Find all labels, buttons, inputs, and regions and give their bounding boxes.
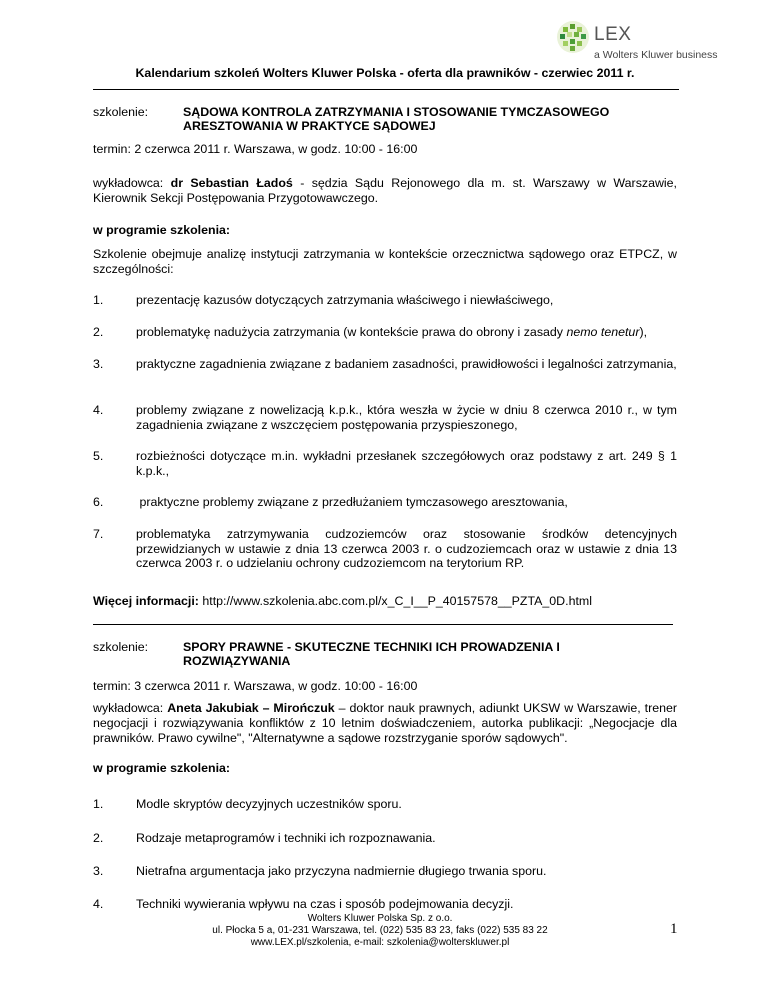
document-title: Kalendarium szkoleń Wolters Kluwer Polska - oferta dla prawników - czerwiec 2011 r. (135, 66, 635, 80)
logo-tagline: a Wolters Kluwer business (594, 49, 718, 61)
list-item: Modle skryptów decyzyjnych uczestników sporu. (136, 797, 402, 811)
training-1-term-value: : 2 czerwca 2011 r. Warszawa, w godz. 10:00 - 16:00 (127, 142, 418, 156)
list-item-number: 4. (93, 403, 104, 417)
page-number: 1 (670, 921, 678, 937)
training-1-label: szkolenie: (93, 105, 149, 119)
page-footer (190, 913, 570, 949)
training-2-lecturer (93, 701, 677, 746)
list-item-number: 6. (93, 495, 104, 509)
list-item-italic: nemo tenetur (566, 325, 640, 339)
wolters-kluwer-logo-icon (556, 20, 590, 54)
list-item: problematyka zatrzymywania cudzoziemców oraz stosowanie środków detencyjnych przewidzianych w ustawie z dnia 13 czerwca 2003 r. o cudzoziemcach oraz w ustawie z dnia 13 czerwca 2003 r. o udzielaniu ochrony cudzoziemcom na terytorium RP. (136, 527, 677, 570)
training-1-term-label: termin (93, 142, 128, 156)
list-item-number: 1. (93, 797, 104, 811)
training-1-name-line2: ARESZTOWANIA W PRAKTYCE SĄDOWEJ (183, 119, 436, 133)
training-1-lecturer-desc: - sędzia Sądu Rejonowego dla m. st. Warszawy w Warszawie, Kierownik Sekcji Postępowania Przygotowawczego. (93, 176, 678, 205)
training-2-term: termin: 3 czerwca 2011 r. Warszawa, w godz. 10:00 - 16:00 (93, 679, 418, 693)
training-1-lecturer-name: dr Sebastian Ładoś (170, 176, 293, 190)
training-2-lecturer-label: wykładowca: (93, 701, 168, 715)
training-1-lecturer-label: wykładowca: (93, 176, 171, 190)
list-item-number: 1. (93, 293, 104, 307)
list-item-number: 2. (93, 831, 104, 845)
list-item (136, 325, 677, 340)
list-item: Techniki wywierania wpływu na czas i sposób podejmowania decyzji. (136, 897, 514, 911)
list-item: praktyczne problemy związane z przedłużaniem tymczasowego aresztowania, (136, 495, 568, 509)
training-1-program-heading: w programie szkolenia: (93, 223, 231, 237)
footer-contact: www.LEX.pl/szkolenia, e-mail: szkolenia@wolterskluwer.pl (250, 937, 510, 948)
footer-address: ul. Płocka 5 a, 01-231 Warszawa, tel. (022) 535 83 23, faks (022) 535 83 22 (212, 925, 548, 936)
list-item-number: 7. (93, 527, 104, 541)
list-item-number: 2. (93, 325, 104, 339)
training-1-lecturer (93, 176, 677, 206)
list-item: Nietrafna argumentacja jako przyczyna nadmiernie długiego trwania sporu. (136, 864, 547, 878)
more-info-link[interactable]: http://www.szkolenia.abc.com.pl/x_C_I__P_40157578__PZTA_0D.html (198, 594, 592, 608)
logo-brand: LEX (594, 24, 632, 45)
list-item: Rodzaje metaprogramów i techniki ich rozpoznawania. (136, 831, 436, 845)
training-1-name (183, 105, 653, 133)
list-item-number: 3. (93, 864, 104, 878)
list-item: praktyczne zagadnienia związane z badaniem zasadności, prawidłowości i legalności zatrzymania, (136, 357, 677, 371)
training-2-label: szkolenie: (93, 640, 149, 654)
training-2-name (183, 640, 653, 668)
list-item-tail: ), (639, 325, 648, 339)
more-info-label: Więcej informacji: (93, 594, 199, 608)
training-1-term (93, 142, 417, 156)
training-2-name-line1: SPORY PRAWNE - SKUTECZNE TECHNIKI ICH PROWADZENIA I (183, 640, 560, 654)
divider-line (93, 89, 679, 90)
training-2-lecturer-desc: – doktor nauk prawnych, adiunkt UKSW w Warszawie, trener negocjacji i rozwiązywania konfliktów z 10 letnim doświadczeniem, autorka publikacji: „Negocjacje dla prawników. Prawo cywilne", "Alternatywne a sądowe rozstrzyganie sporów sądowych". (93, 701, 677, 745)
training-2-lecturer-name: Aneta Jakubiak – Mirończuk (167, 701, 335, 715)
training-1-name-line1: SĄDOWA KONTROLA ZATRZYMANIA I STOSOWANIE TYMCZASOWEGO (183, 105, 610, 119)
list-item: rozbieżności dotyczące m.in. wykładni przesłanek szczegółowych oraz podstawy z art. 249 § 1 k.p.k., (136, 449, 677, 478)
list-item: prezentację kazusów dotyczących zatrzymania właściwego i niewłaściwego, (136, 293, 554, 307)
footer-company: Wolters Kluwer Polska Sp. z o.o. (307, 913, 453, 924)
training-2-program-heading: w programie szkolenia: (93, 761, 231, 775)
list-item-number: 5. (93, 449, 104, 463)
divider-line (93, 624, 673, 625)
more-info (93, 594, 592, 608)
list-item-number: 4. (93, 897, 104, 911)
training-1-intro: Szkolenie obejmuje analizę instytucji zatrzymania w kontekście orzecznictwa sądowego oraz ETPCZ, w szczególności: (93, 247, 677, 276)
list-item-text: problematykę nadużycia zatrzymania (w kontekście prawa do obrony i zasady (136, 325, 567, 339)
list-item-number: 3. (93, 357, 104, 371)
lex-logo (556, 20, 736, 64)
list-item: problemy związane z nowelizacją k.p.k., która weszła w życie w dniu 8 czerwca 2010 r., w tym zagadnienia związane z wszczęciem postępowania przyspieszonego, (136, 403, 677, 432)
training-2-name-line2: ROZWIĄZYWANIA (183, 654, 291, 668)
